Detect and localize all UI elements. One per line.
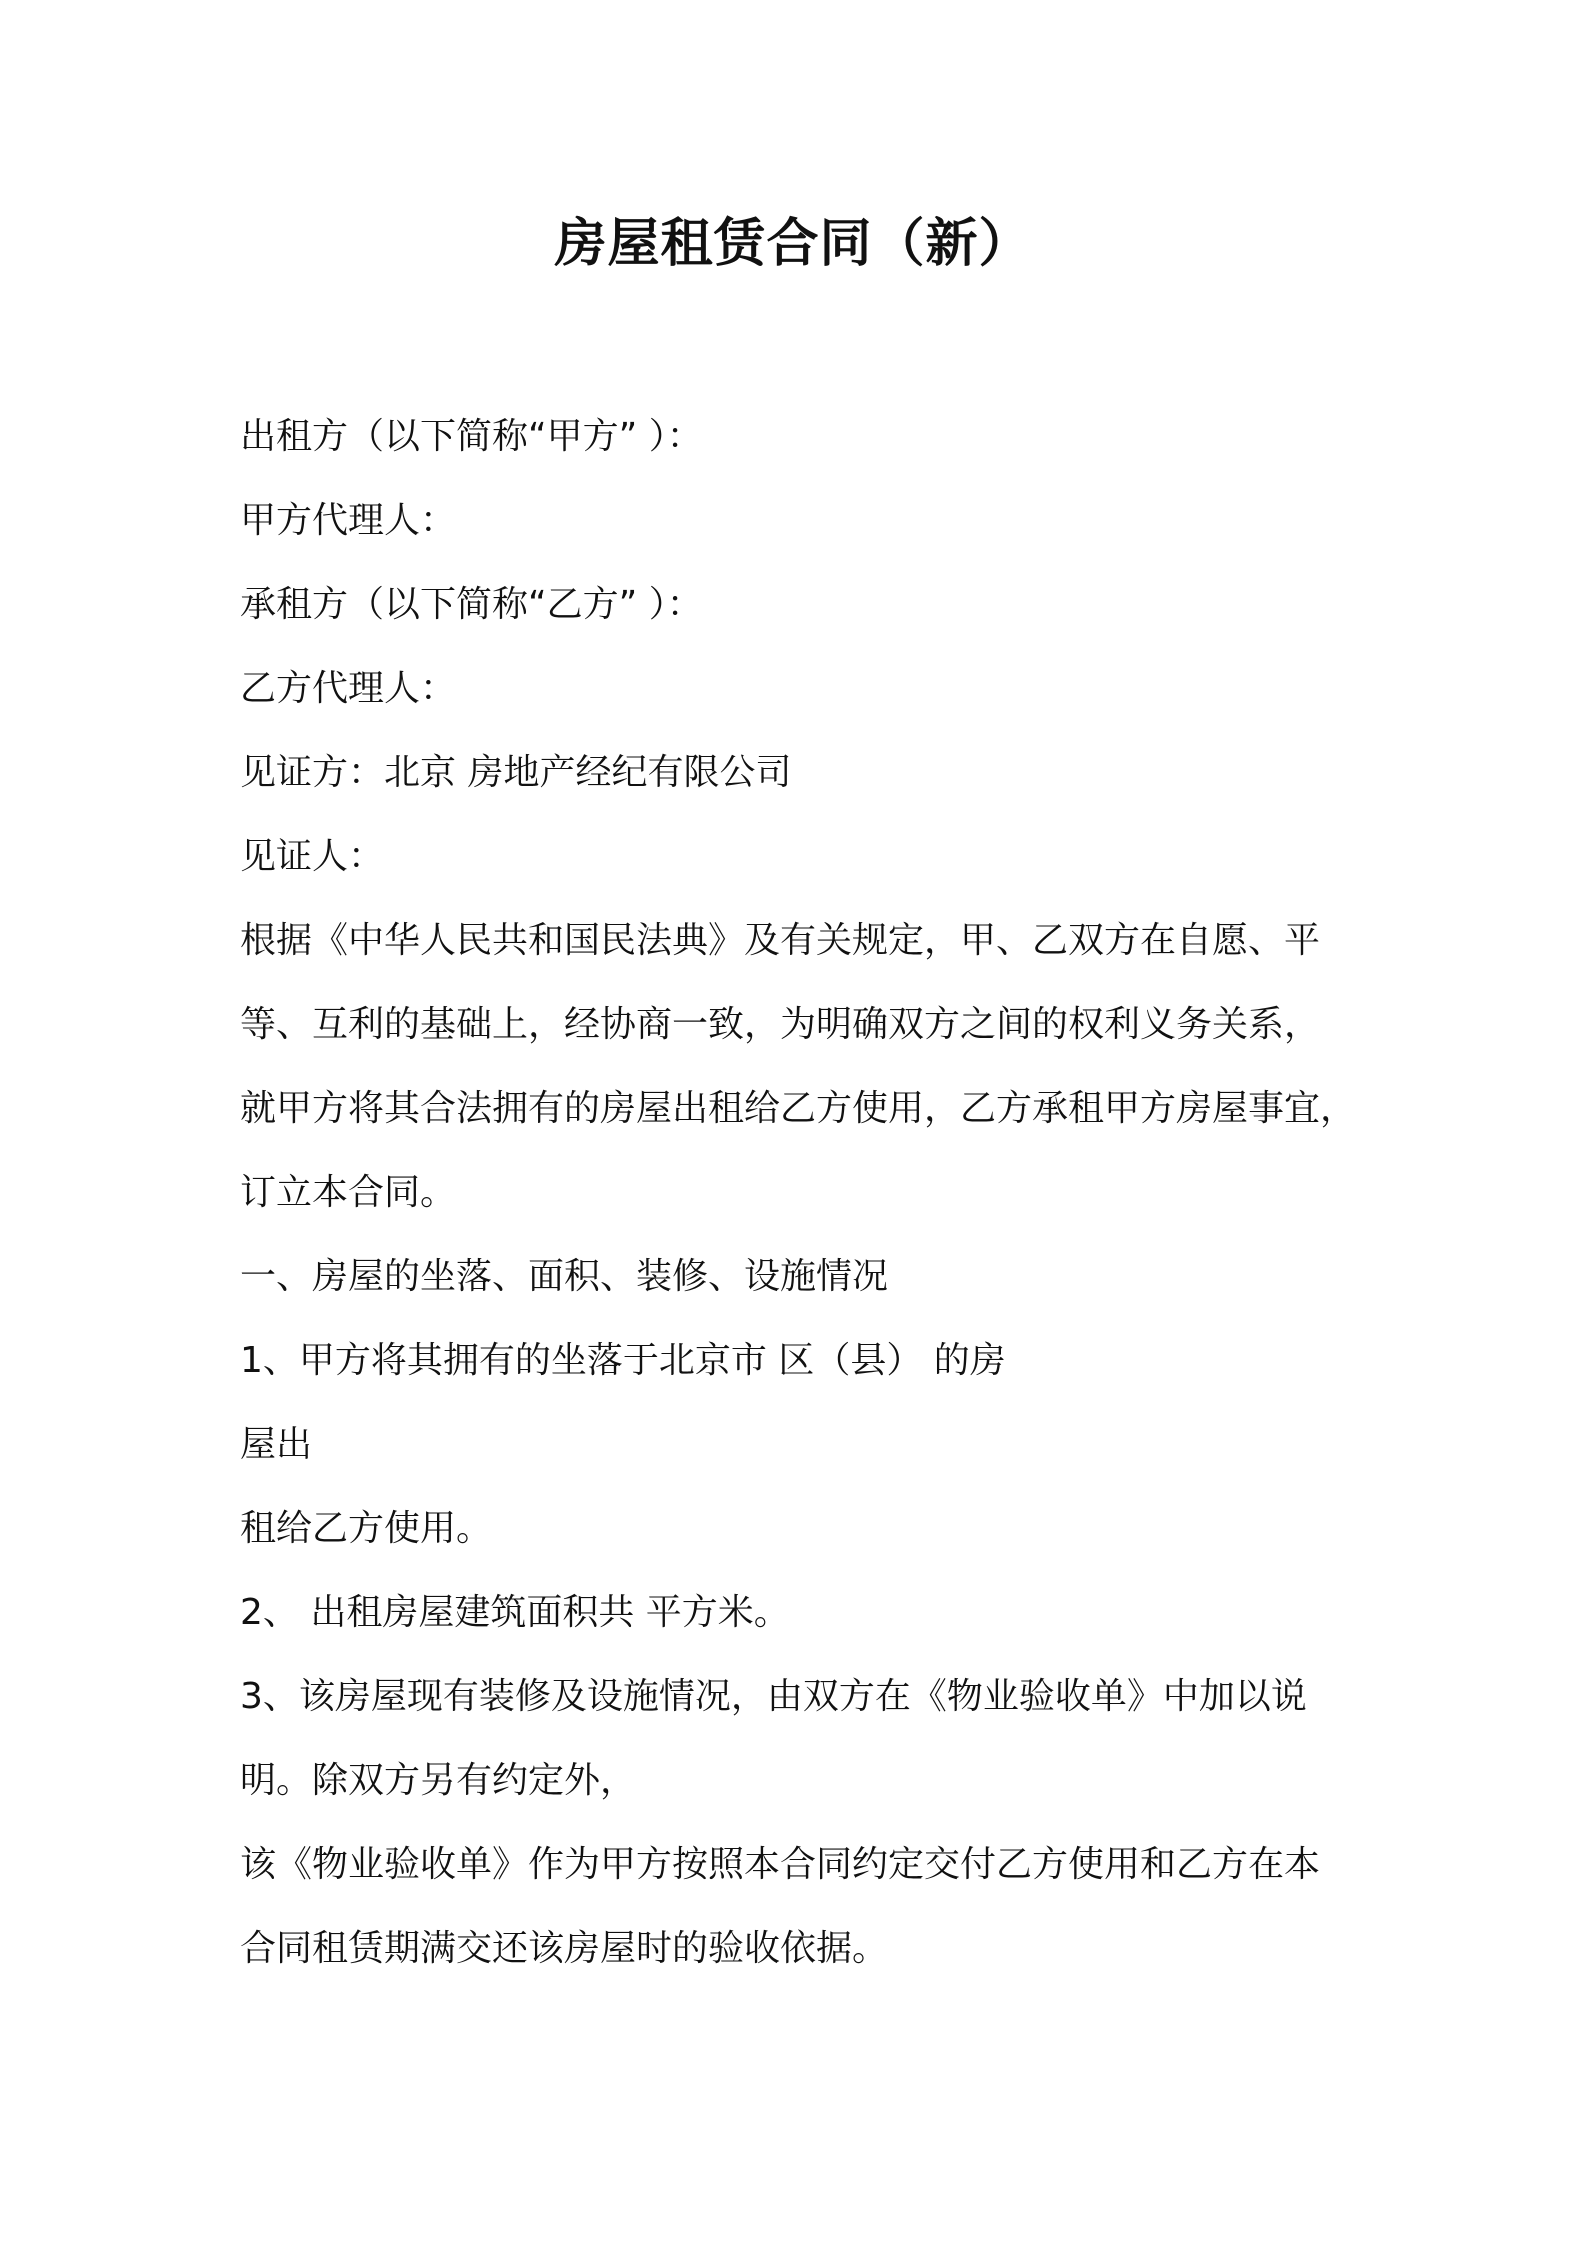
clause-1-line-3: 租给乙方使用。 <box>240 1508 493 1549</box>
preamble-line-1: 根据《中华人民共和国民法典》及有关规定，甲、乙双方在自愿、平 <box>240 920 1321 961</box>
clause-2-line: 2、 出租房屋建筑面积共 平方米。 <box>240 1592 790 1633</box>
clause-3-line-1: 3、该房屋现有装修及设施情况，由双方在《物业验收单》中加以说 <box>240 1676 1307 1717</box>
lessor-agent-line: 甲方代理人： <box>240 500 457 541</box>
lessor-line: 出租方（以下简称“甲方” ）： <box>240 416 703 457</box>
clause-3-line-4: 合同租赁期满交还该房屋时的验收依据。 <box>240 1928 889 1969</box>
clause-1-line-1: 1、甲方将其拥有的坐落于北京市 区（县） 的房 <box>240 1340 1006 1381</box>
witness-person-line: 见证人： <box>240 836 385 877</box>
lessee-agent-line: 乙方代理人： <box>240 668 457 709</box>
preamble-line-3: 就甲方将其合法拥有的房屋出租给乙方使用，乙方承租甲方房屋事宜， <box>240 1088 1357 1129</box>
clause-1-line-2: 屋出 <box>240 1424 313 1465</box>
clause-3-line-2: 明。除双方另有约定外， <box>240 1760 637 1801</box>
section-1-heading: 一、房屋的坐落、面积、装修、设施情况 <box>240 1256 889 1297</box>
witness-party-line: 见证方：北京 房地产经纪有限公司 <box>240 752 792 793</box>
lessee-line: 承租方（以下简称“乙方” ）： <box>240 584 703 625</box>
clause-3-line-3: 该《物业验收单》作为甲方按照本合同约定交付乙方使用和乙方在本 <box>240 1844 1321 1885</box>
document-title: 房屋租赁合同（新） <box>554 214 1032 274</box>
preamble-line-2: 等、互利的基础上，经协商一致，为明确双方之间的权利义务关系， <box>240 1004 1321 1045</box>
preamble-line-4: 订立本合同。 <box>240 1172 457 1213</box>
